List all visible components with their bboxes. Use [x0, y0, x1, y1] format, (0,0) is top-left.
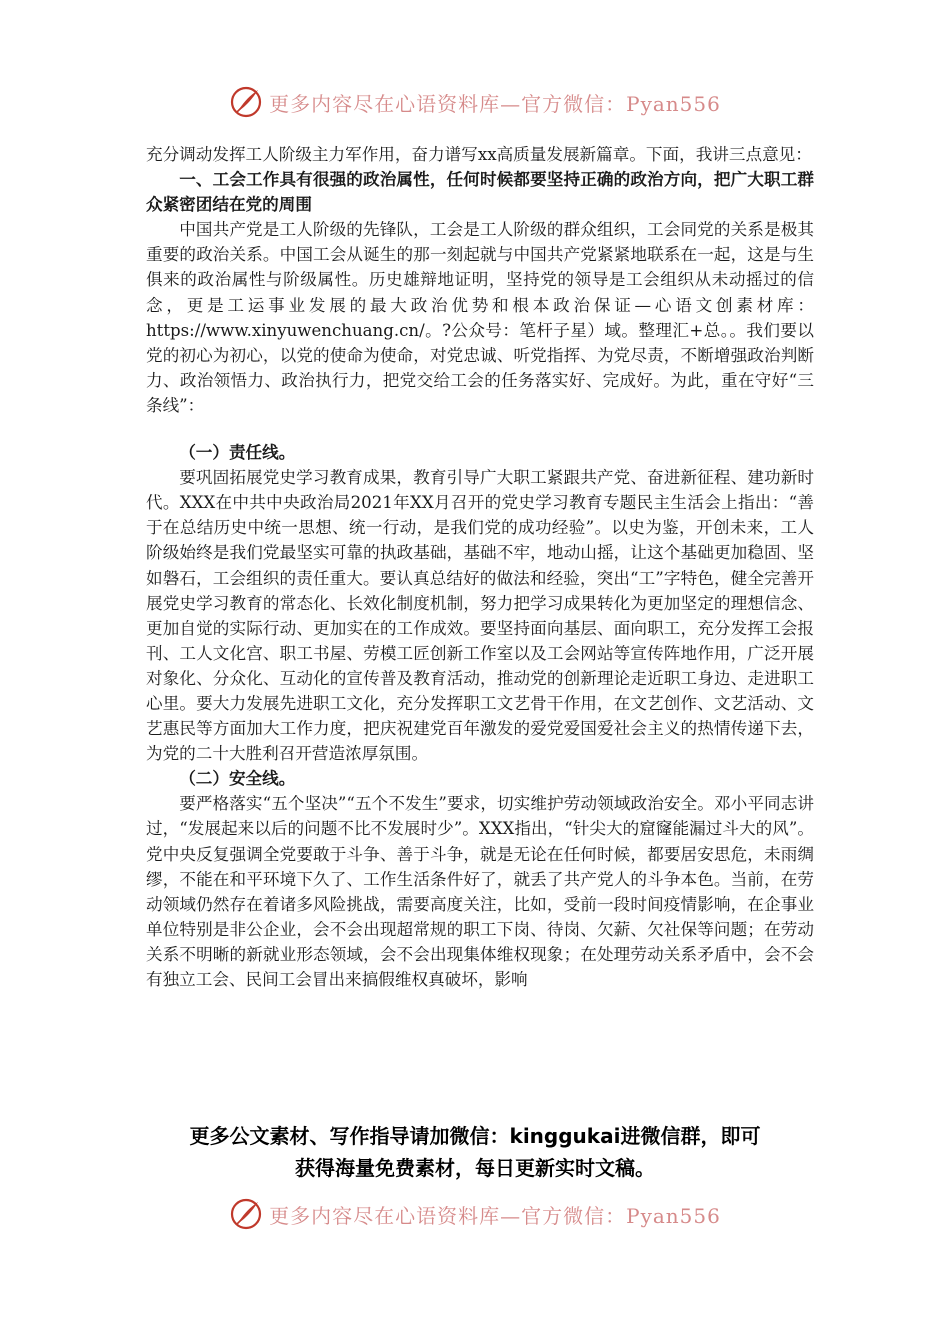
paragraph: 要严格落实“五个坚决”“五个不发生”要求，切实维护劳动领域政治安全。邓小平同志讲过，“发展起来以后的问题不比不发展时少”。XXX指出，“针尖大的窟窿能漏过斗大的风”。党中央反复强调全党要敢于斗争、善于斗争，就是无论在任何时候，都要居安思危，未雨绸缪，不能在和平环境下久了、工作生活条件好了，就丢了共产党人的斗争本色。当前，在劳动领域仍然存在着诸多风险挑战，需要高度关注，比如，受前一段时间疫情影响，在企事业单位特别是非公企业，会不会出现超常规的职工下岗、待岗、欠薪、欠社保等问题；在劳动关系不明晰的新就业形态领域，会不会出现集体维权现象；在处理劳动关系矛盾中，会不会有独立工会、民间工会冒出来搞假维权真破坏，影响 — [146, 794, 814, 989]
footer-banner — [0, 1196, 950, 1232]
spacer — [146, 418, 814, 440]
document-body — [146, 142, 814, 992]
quill-logo-icon — [229, 85, 263, 119]
header-banner — [0, 84, 950, 120]
paragraph: 中国共产党是工人阶级的先锋队，工会是工人阶级的群众组织，工会同党的关系是极其重要的政治关系。中国工会从诞生的那一刻起就与中国共产党紧紧地联系在一起，这是与生俱来的政治属性与阶级属性。历史雄辩地证明，坚持党的领导是工会组织从未动摇过的信念，更是工运事业发展的最大政治优势和根本政治保证—心语文创素材库：https://www.xinyuwenchuang.cn/。?公众号：笔杆子星）域。整理汇+总。。我们要以党的初心为初心，以党的使命为使命，对党忠诚、听党指挥、为党尽责，不断增强政治判断力、政治领悟力、政治执行力，把党交给工会的任务落实好、完成好。为此，重在守好“三条线”： — [146, 220, 814, 415]
paragraph: 充分调动发挥工人阶级主力军作用，奋力谱写xx高质量发展新篇章。下面，我讲三点意见： — [146, 145, 812, 164]
banner-text: 更多内容尽在心语资料库—官方微信：Pyan556 — [269, 91, 721, 116]
quill-logo-icon — [229, 1197, 263, 1231]
paragraph: 要巩固拓展党史学习教育成果，教育引导广大职工紧跟共产党、奋进新征程、建功新时代。XXX在中共中央政治局2021年XX月召开的党史学习教育专题民主生活会上指出：“善于在总结历史中统一思想、统一行动，是我们党的成功经验”。以史为鉴，开创未来，工人阶级始终是我们党最坚实可靠的执政基础，基础不牢，地动山摇，让这个基础更加稳固、坚如磐石，工会组织的责任重大。要认真总结好的做法和经验，突出“工”字特色，健全完善开展党史学习教育的常态化、长效化制度机制，努力把学习成果转化为更加坚定的理想信念、更加自觉的实际行动、更加实在的工作成效。要坚持面向基层、面向职工，充分发挥工会报刊、工人文化宫、职工书屋、劳模工匠创新工作室以及工会网站等宣传阵地作用，广泛开展对象化、分众化、互动化的宣传普及教育活动，推动党的创新理论走近职工身边、走进职工心里。要大力发展先进职工文化，充分发挥职工文艺骨干作用，在文艺创作、文艺活动、文艺惠民等方面加大工作力度，把庆祝建党百年激发的爱党爱国爱社会主义的热情传递下去，为党的二十大胜利召开营造浓厚氛围。 — [146, 468, 814, 764]
subsection-heading: （一）责任线。 — [179, 442, 296, 463]
footer-line: 更多公文素材、写作指导请加微信：kinggukai进微信群，即可 — [189, 1124, 761, 1148]
section-heading: 一、工会工作具有很强的政治属性，任何时候都要坚持正确的政治方向，把广大职工群众紧密团结在党的周围 — [146, 169, 814, 215]
footer-notice — [0, 1120, 950, 1184]
banner-text: 更多内容尽在心语资料库—官方微信：Pyan556 — [269, 1203, 721, 1228]
footer-line: 获得海量免费素材，每日更新实时文稿。 — [295, 1156, 655, 1180]
subsection-heading: （二）安全线。 — [179, 768, 296, 789]
